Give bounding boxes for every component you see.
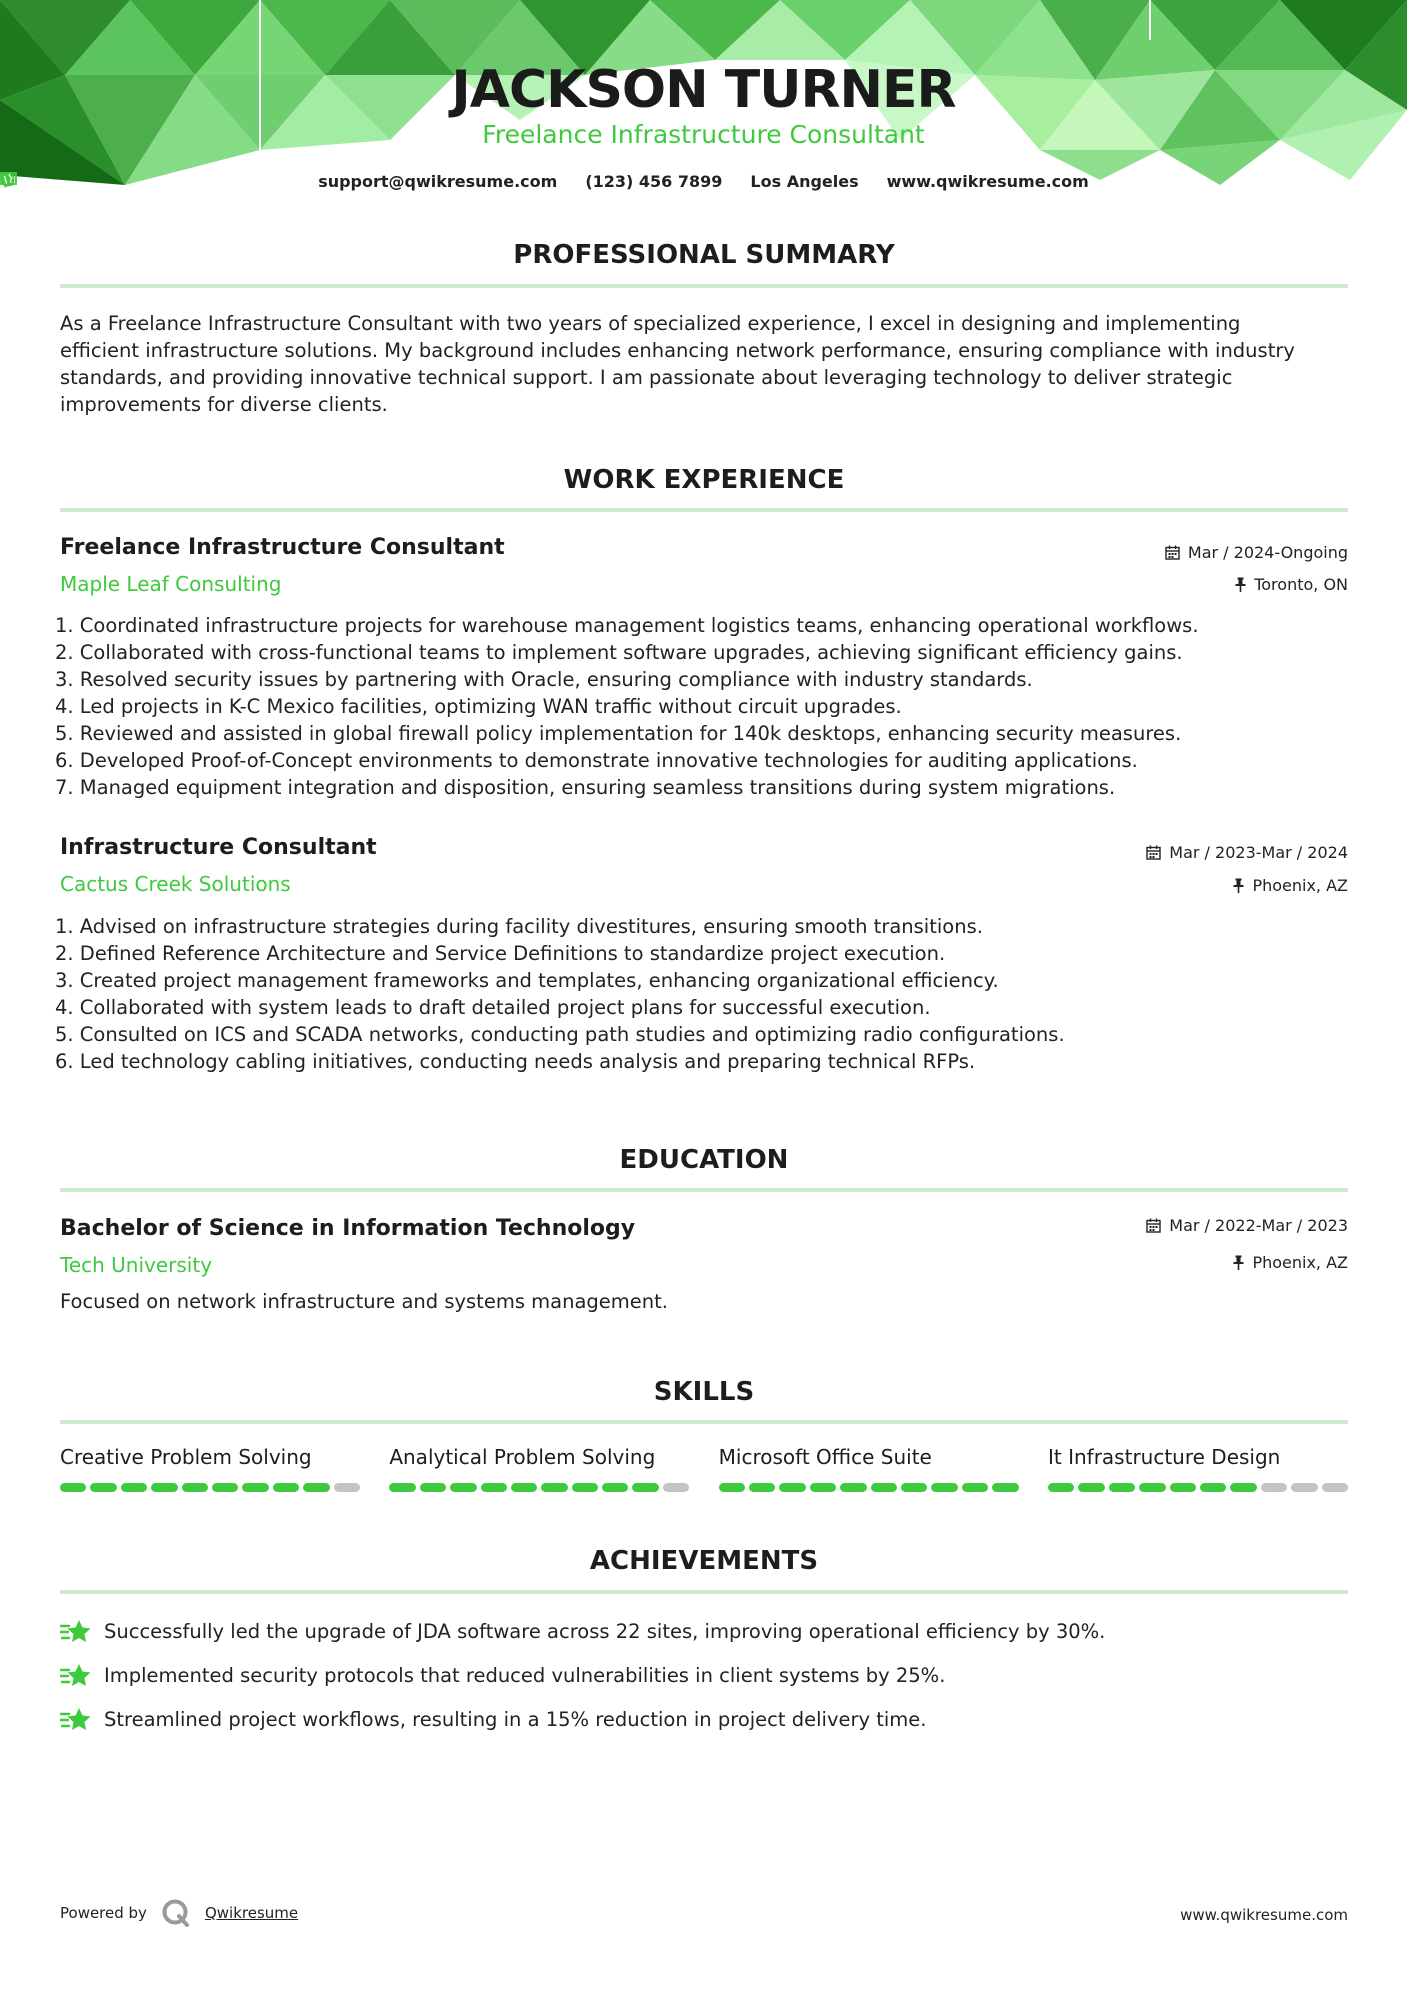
calendar-icon	[1146, 845, 1161, 860]
skill-dot-filled	[212, 1483, 238, 1492]
skill-dot-filled	[602, 1483, 628, 1492]
skill-dot-filled	[1170, 1483, 1196, 1492]
skill-dot-filled	[962, 1483, 988, 1492]
skill-dot-filled	[810, 1483, 836, 1492]
skill-item	[60, 1445, 360, 1492]
shooting-star-icon	[60, 1705, 92, 1733]
job-dates	[1165, 543, 1348, 562]
list-item: 1. Coordinated infrastructure projects for warehouse management logistics teams, enhancing operational workflows.	[55, 614, 1199, 637]
skill-dot-filled	[450, 1483, 476, 1492]
education-heading: EDUCATION	[619, 1145, 789, 1175]
skill-name: Microsoft Office Suite	[718, 1445, 932, 1469]
skill-dot-filled	[481, 1483, 507, 1492]
candidate-name: JACKSON TURNER	[451, 60, 956, 120]
shooting-star-icon	[60, 1661, 92, 1689]
list-item: 6. Led technology cabling initiatives, conducting needs analysis and preparing technical RFPs.	[55, 1050, 976, 1073]
skill-dot-filled	[151, 1483, 177, 1492]
skill-level-bar	[389, 1483, 689, 1492]
skill-dot-filled	[389, 1483, 415, 1492]
skill-level-bar	[60, 1483, 360, 1492]
location-text: Los Angeles	[750, 172, 859, 191]
skill-dot-filled	[511, 1483, 537, 1492]
qwikresume-link[interactable]: Qwikresume	[204, 1904, 299, 1922]
skill-dot-empty	[663, 1483, 689, 1492]
contact-location	[750, 172, 858, 191]
resume-header	[0, 0, 1407, 215]
education-description: Focused on network infrastructure and systems management.	[60, 1290, 669, 1313]
summary-line: As a Freelance Infrastructure Consultant with two years of specialized experience, I excel in designing and implementing	[60, 312, 1241, 335]
skill-level-bar	[1048, 1483, 1348, 1492]
summary-heading: PROFESSIONAL SUMMARY	[513, 240, 895, 270]
contact-website[interactable]	[887, 172, 1089, 191]
skill-dot-filled	[840, 1483, 866, 1492]
list-item: 1. Advised on infrastructure strategies during facility divestitures, ensuring smooth transitions.	[55, 915, 983, 938]
skill-dot-filled	[90, 1483, 116, 1492]
job-dates-text: Mar / 2024-Ongoing	[1187, 543, 1348, 562]
job-responsibilities	[55, 913, 1350, 1075]
skill-dot-filled	[871, 1483, 897, 1492]
list-item: 2. Collaborated with cross-functional teams to implement software upgrades, achieving significant efficiency gains.	[55, 641, 1183, 664]
achievement-text: Implemented security protocols that reduced vulnerabilities in client systems by 25%.	[104, 1663, 946, 1687]
skill-item	[719, 1445, 1019, 1492]
list-item: 5. Reviewed and assisted in global firewall policy implementation for 140k desktops, enhancing security measures.	[55, 722, 1182, 745]
achievement-text: Successfully led the upgrade of JDA software across 22 sites, improving operational efficiency by 30%.	[104, 1619, 1106, 1643]
skill-dot-filled	[779, 1483, 805, 1492]
contact-email[interactable]	[318, 172, 557, 191]
globe-icon	[0, 172, 15, 187]
skill-dot-filled	[1109, 1483, 1135, 1492]
pushpin-icon	[1233, 1255, 1244, 1270]
list-item: 7. Managed equipment integration and disposition, ensuring seamless transitions during system migrations.	[55, 776, 1116, 799]
school-name: Tech University	[60, 1253, 213, 1277]
skill-dot-empty	[1261, 1483, 1287, 1492]
skill-dot-filled	[273, 1483, 299, 1492]
job-company: Cactus Creek Solutions	[60, 872, 291, 896]
skill-dot-filled	[1078, 1483, 1104, 1492]
list-item: 6. Developed Proof-of-Concept environments to demonstrate innovative technologies for auditing applications.	[55, 749, 1138, 772]
pushpin-icon	[1233, 878, 1244, 893]
skill-dot-filled	[749, 1483, 775, 1492]
skill-dot-filled	[992, 1483, 1018, 1492]
job-title: Freelance Infrastructure Consultant	[60, 535, 505, 560]
skill-item	[389, 1445, 689, 1492]
skill-dot-filled	[632, 1483, 658, 1492]
powered-by-label: Powered by	[60, 1904, 147, 1922]
job-dates-text: Mar / 2023-Mar / 2024	[1169, 843, 1348, 862]
skill-dot-filled	[572, 1483, 598, 1492]
job-dates	[1146, 843, 1348, 862]
email-text: support@qwikresume.com	[318, 172, 558, 191]
job-location-text: Phoenix, AZ	[1252, 876, 1348, 895]
skill-item	[1048, 1445, 1348, 1492]
skill-dot-filled	[182, 1483, 208, 1492]
summary-rule	[60, 284, 1348, 288]
shooting-star-icon	[60, 1617, 92, 1645]
skill-dot-filled	[719, 1483, 745, 1492]
job-location	[1233, 876, 1348, 895]
skill-name: Creative Problem Solving	[60, 1445, 312, 1469]
job-location-text: Toronto, ON	[1254, 575, 1348, 594]
skill-dot-filled	[121, 1483, 147, 1492]
job-title: Infrastructure Consultant	[60, 835, 377, 860]
skill-dot-empty	[1291, 1483, 1317, 1492]
skills-heading: SKILLS	[653, 1377, 755, 1407]
achievements-rule	[60, 1590, 1348, 1594]
achievement-item	[60, 1705, 1350, 1733]
skill-name: Analytical Problem Solving	[389, 1445, 656, 1469]
contact-phone[interactable]	[585, 172, 722, 191]
phone-text: (123) 456 7899	[585, 172, 723, 191]
list-item: 4. Led projects in K-C Mexico facilities, optimizing WAN traffic without circuit upgrades.	[55, 695, 902, 718]
education-rule	[60, 1188, 1348, 1192]
education-dates-text: Mar / 2022-Mar / 2023	[1169, 1216, 1348, 1235]
list-item: 2. Defined Reference Architecture and Service Definitions to standardize project execution.	[55, 942, 946, 965]
skill-level-bar	[719, 1483, 1019, 1492]
job-company: Maple Leaf Consulting	[60, 572, 282, 596]
summary-text	[60, 310, 1350, 418]
skill-dot-filled	[1048, 1483, 1074, 1492]
achievement-item	[60, 1617, 1350, 1645]
summary-line: improvements for diverse clients.	[60, 393, 388, 416]
list-item: 4. Collaborated with system leads to draft detailed project plans for successful execution.	[55, 996, 931, 1019]
skill-dot-empty	[334, 1483, 360, 1492]
skill-dot-filled	[1139, 1483, 1165, 1492]
list-item: 3. Created project management frameworks and templates, enhancing organizational efficiency.	[55, 969, 999, 992]
skill-dot-filled	[541, 1483, 567, 1492]
calendar-icon	[1165, 545, 1180, 560]
calendar-icon	[1146, 1218, 1161, 1233]
skill-dot-filled	[1230, 1483, 1256, 1492]
list-item: 3. Resolved security issues by partnering with Oracle, ensuring compliance with industry standards.	[55, 668, 1033, 691]
education-dates	[1146, 1216, 1348, 1235]
footer-website[interactable]: www.qwikresume.com	[1180, 1906, 1348, 1924]
education-location-text: Phoenix, AZ	[1252, 1253, 1348, 1272]
job-responsibilities	[55, 612, 1350, 801]
achievement-text: Streamlined project workflows, resulting in a 15% reduction in project delivery time.	[104, 1707, 927, 1731]
skill-dot-filled	[60, 1483, 86, 1492]
contact-bar	[0, 172, 1407, 191]
skill-dot-filled	[1200, 1483, 1226, 1492]
education-location	[1233, 1253, 1348, 1272]
candidate-role: Freelance Infrastructure Consultant	[482, 120, 925, 149]
achievement-item	[60, 1661, 1350, 1689]
summary-line: standards, and providing innovative technical support. I am passionate about leveraging technology to deliver strategic	[60, 366, 1233, 389]
summary-line: efficient infrastructure solutions. My background includes enhancing network performance, ensuring compliance with industry	[60, 339, 1295, 362]
skills-rule	[60, 1420, 1348, 1424]
skills-list	[60, 1445, 1348, 1492]
achievements-heading: ACHIEVEMENTS	[589, 1546, 819, 1576]
skill-dot-filled	[303, 1483, 329, 1492]
skill-name: It Infrastructure Design	[1047, 1445, 1281, 1469]
experience-rule	[60, 508, 1348, 512]
skill-dot-filled	[901, 1483, 927, 1492]
skill-dot-filled	[242, 1483, 268, 1492]
qwikresume-logo-icon	[161, 1898, 191, 1928]
skill-dot-empty	[1322, 1483, 1348, 1492]
pushpin-icon	[1235, 577, 1246, 592]
footer-powered-by	[60, 1898, 298, 1928]
website-text: www.qwikresume.com	[886, 172, 1089, 191]
skill-dot-filled	[931, 1483, 957, 1492]
experience-heading: WORK EXPERIENCE	[563, 465, 845, 495]
list-item: 5. Consulted on ICS and SCADA networks, conducting path studies and optimizing radio configurations.	[55, 1023, 1065, 1046]
skill-dot-filled	[420, 1483, 446, 1492]
job-location	[1235, 575, 1348, 594]
degree-title: Bachelor of Science in Information Technology	[60, 1216, 636, 1241]
